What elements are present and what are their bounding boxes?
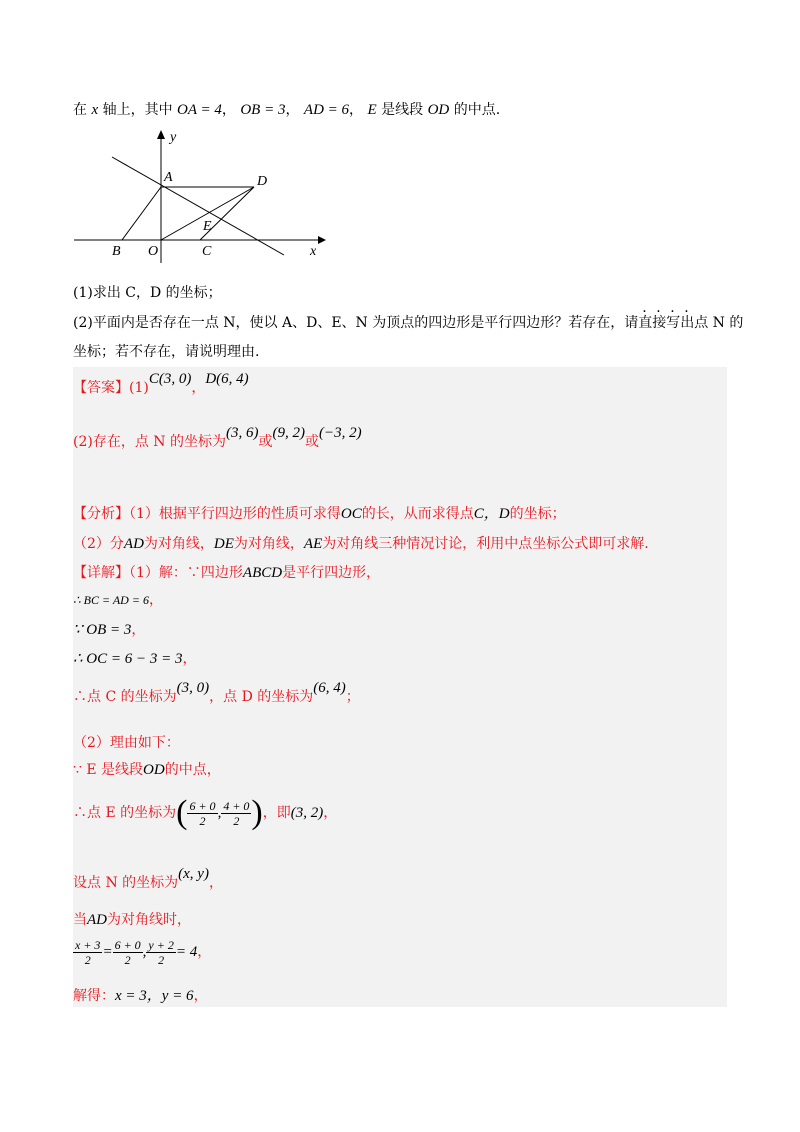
text: , xyxy=(217,805,222,821)
text: 为对角线， xyxy=(143,536,214,552)
math-ad: AD xyxy=(87,912,107,928)
math-n: (x, y) xyxy=(178,866,209,882)
text: （1）解：∵四边形 xyxy=(129,565,243,581)
math-ob: ∵ OB = 3 xyxy=(73,622,132,638)
math-n3: (−3, 2) xyxy=(318,425,362,441)
emphasis-char: 写 xyxy=(666,315,681,331)
emphasis-char: 出 xyxy=(680,315,695,331)
analysis-tag: 【分析】 xyxy=(73,506,129,522)
text: 在 xyxy=(73,102,87,118)
text: 的坐标； xyxy=(509,506,566,522)
text: ， xyxy=(131,622,146,638)
geometry-figure xyxy=(70,127,330,263)
math-d: (6, 4) xyxy=(313,680,346,696)
frac-num: 6 + 0 xyxy=(189,798,216,813)
question-2 xyxy=(73,313,743,333)
detail-line-5 xyxy=(73,680,360,707)
text: （2）分 xyxy=(73,536,124,552)
frac-den: 2 xyxy=(158,952,165,967)
frac-den: 2 xyxy=(124,952,131,967)
text: 的长，从而求得点 xyxy=(361,506,474,522)
text: ， xyxy=(193,988,208,1004)
label-b: B xyxy=(112,244,121,259)
text: 当 xyxy=(73,912,87,928)
answer-line-2 xyxy=(73,425,362,452)
equation xyxy=(73,937,198,967)
frac-den: 2 xyxy=(233,813,240,828)
question-2-cont xyxy=(73,342,259,362)
question-1 xyxy=(73,283,222,303)
math-e: (3, 2) xyxy=(290,805,324,821)
text: ∴点 E 的坐标为 xyxy=(73,805,177,821)
text: ，即 xyxy=(262,805,291,821)
detail-line-8 xyxy=(73,796,337,830)
math-x: x xyxy=(91,102,99,118)
detail-line-4 xyxy=(73,649,197,669)
frac-num: 6 + 0 xyxy=(114,937,141,952)
text: (1)求出 C，D 的坐标； xyxy=(73,285,222,301)
math-od: OD xyxy=(143,762,165,778)
detail-tag: 【详解】 xyxy=(73,565,129,581)
text: ， xyxy=(208,875,223,891)
text: 解得： xyxy=(73,988,115,1004)
math-bc: ∴ BC = AD = 6 xyxy=(73,593,149,607)
math-ad: AD xyxy=(123,536,144,552)
text: , xyxy=(142,944,147,960)
math-c: (3, 0) xyxy=(176,680,210,696)
text: = 4 xyxy=(175,944,198,960)
math-e: E xyxy=(367,102,377,118)
text: 为对角线时， xyxy=(107,912,191,928)
math-solution: x = 3，y = 6 xyxy=(115,988,194,1004)
text: ； xyxy=(345,689,360,705)
math-n1: (3, 6) xyxy=(225,425,259,441)
text: （1）根据平行四边形的性质可求得 xyxy=(129,506,341,522)
text: ∴点 C 的坐标为 xyxy=(73,689,177,705)
text: 的中点. xyxy=(453,102,501,118)
text: ， xyxy=(197,944,212,960)
detail-line-1 xyxy=(73,563,380,583)
detail-line-7 xyxy=(73,760,221,780)
analysis-line-1 xyxy=(73,504,566,524)
text: (1) xyxy=(129,380,149,396)
math-c: C(3, 0) xyxy=(148,371,192,387)
frac-num: 4 + 0 xyxy=(223,798,250,813)
text: ， xyxy=(182,651,197,667)
math-ob: OB = 3 xyxy=(240,102,286,118)
emphasis-char: 接 xyxy=(652,315,667,331)
math-oc: ∴ OC = 6 − 3 = 3 xyxy=(73,651,183,667)
text: 为对角线， xyxy=(233,536,304,552)
text: 是线段 xyxy=(381,102,424,118)
math-n2: (9, 2) xyxy=(272,425,305,441)
text: 为对角线三种情况讨论，利用中点坐标公式即可求解. xyxy=(322,536,649,552)
answer-tag: 【答案】 xyxy=(73,380,129,396)
y-axis-arrow xyxy=(157,130,165,139)
detail-line-2 xyxy=(73,590,163,610)
math-de: DE xyxy=(213,536,234,552)
text: ， xyxy=(148,592,163,608)
answer-line-1 xyxy=(73,371,249,398)
detail-line-3 xyxy=(73,620,145,640)
text: ，点 D 的坐标为 xyxy=(209,689,314,705)
label-d: D xyxy=(257,174,268,189)
math-abcd: ABCD xyxy=(242,565,283,581)
x-axis-arrow xyxy=(318,236,326,244)
text: 或 xyxy=(258,434,273,450)
text: （2）理由如下： xyxy=(73,735,180,751)
math-ae: AE xyxy=(303,536,323,552)
text: 轴上，其中 xyxy=(102,102,173,118)
frac-num: x + 3 xyxy=(75,937,101,952)
detail-line-6 xyxy=(73,733,180,753)
math-oa: OA = 4 xyxy=(177,102,222,118)
frac-den: 2 xyxy=(84,952,91,967)
text: (2)平面内是否存在一点 N，使以 A、D、E、N 为顶点的四边形是平行四边形？若存在，请 xyxy=(73,315,639,331)
text: 的中点， xyxy=(164,762,221,778)
segment-ba xyxy=(122,187,161,240)
text: ， xyxy=(191,380,206,396)
math-od: OD xyxy=(427,102,450,118)
text: (2)存在，点 N 的坐标为 xyxy=(73,434,226,450)
analysis-line-2 xyxy=(73,534,649,554)
text: ∵ E 是线段 xyxy=(73,762,144,778)
text: 坐标；若不存在，请说明理由. xyxy=(73,344,260,360)
detail-line-12 xyxy=(73,986,208,1006)
label-a: A xyxy=(164,170,173,185)
text: 是平行四边形， xyxy=(282,565,381,581)
label-e: E xyxy=(203,219,212,234)
detail-line-11 xyxy=(73,935,211,969)
math-ad: AD = 6 xyxy=(303,102,350,118)
detail-line-10 xyxy=(73,910,191,930)
text: 或 xyxy=(304,434,319,450)
detail-line-9 xyxy=(73,866,223,893)
math-d: D(6, 4) xyxy=(205,371,249,387)
fraction-group: ( $\frac{6 + 0}{2}$ , $\frac{4 + 0}{2}$ ) xyxy=(176,794,263,831)
text: 设点 N 的坐标为 xyxy=(73,875,179,891)
label-o: O xyxy=(148,244,159,259)
text: ， xyxy=(323,805,338,821)
math-cd: C，D xyxy=(473,506,510,522)
emphasis-char: 直 xyxy=(638,315,653,331)
label-x: x xyxy=(310,244,317,259)
label-y: y xyxy=(170,130,177,145)
frac-num: y + 2 xyxy=(148,937,174,952)
frac-den: 2 xyxy=(199,813,206,828)
problem-intro: 在 x 轴上，其中 OA = 4， OB = 3， AD = 6， E 是线段 OD 的中点. xyxy=(73,102,501,118)
text: = xyxy=(102,944,113,960)
label-c: C xyxy=(202,244,212,259)
math-oc: OC xyxy=(340,506,362,522)
text: 点 N 的 xyxy=(694,315,744,331)
